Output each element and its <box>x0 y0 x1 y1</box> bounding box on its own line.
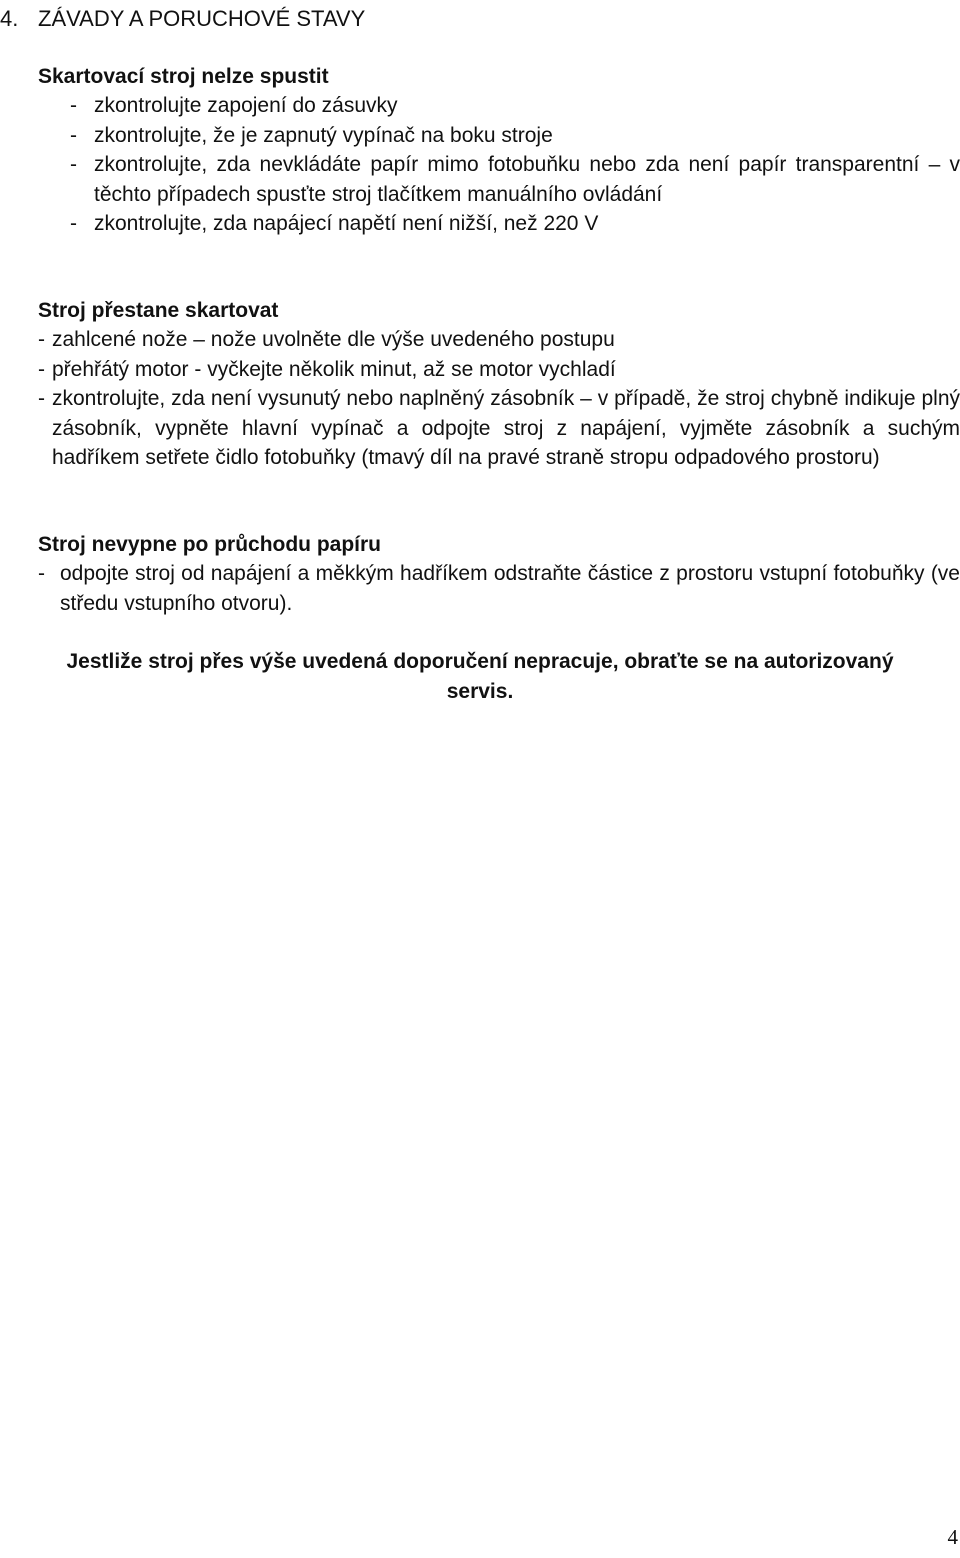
chapter-number: 4. <box>0 6 19 31</box>
list-item-text: zkontrolujte, zda nevkládáte papír mimo fotobuňku nebo zda není papír transparentní – v těchto případech spusťte stroj tlačítkem manuálního ovládání <box>94 153 960 206</box>
list-item <box>38 384 960 473</box>
list-item-text: přehřátý motor - vyčkejte několik minut, až se motor vychladí <box>52 357 616 381</box>
list-dash: - <box>38 357 45 381</box>
troubleshooting-list <box>38 559 960 618</box>
troubleshooting-list <box>38 91 960 239</box>
list-item <box>38 121 960 151</box>
list-item <box>38 559 960 618</box>
list-dash: - <box>70 153 77 176</box>
list-dash: - <box>70 123 77 147</box>
list-dash: - <box>70 212 77 235</box>
list-item-text: odpojte stroj od napájení a měkkým hadříkem odstraňte částice z prostoru vstupní fotobuňky (ve středu vstupního otvoru). <box>60 562 960 615</box>
chapter-heading <box>0 5 365 33</box>
list-item <box>38 91 960 121</box>
list-dash: - <box>70 94 77 117</box>
list-item <box>38 150 960 209</box>
section-does-not-switch-off <box>38 530 960 618</box>
list-item-text: zkontrolujte, zda napájecí napětí není nižší, než 220 V <box>94 212 599 235</box>
list-item-text: zkontrolujte, zda není vysunutý nebo naplněný zásobník – v případě, že stroj chybně indikuje plný zásobník, vypněte hlavní vypínač a odpojte stroj z napájení, vyjměte zásobník a suchým hadříkem setřete čidlo fotobuňky (tmavý díl na pravé straně stropu odpadového prostoru) <box>52 387 960 469</box>
service-notice: Jestliže stroj přes výše uvedená doporučení nepracuje, obraťte se na autorizovaný servis. <box>66 650 894 703</box>
list-item-text: zkontrolujte zapojení do zásuvky <box>94 94 398 117</box>
list-dash: - <box>38 387 45 410</box>
list-dash: - <box>38 328 45 351</box>
troubleshooting-list <box>38 325 960 473</box>
section-title: Stroj přestane skartovat <box>38 299 279 322</box>
page-number: 4 <box>947 1525 958 1549</box>
section-title: Stroj nevypne po průchodu papíru <box>38 533 382 556</box>
list-item-text: zahlcené nože – nože uvolněte dle výše uvedeného postupu <box>52 328 615 351</box>
list-item <box>38 209 960 239</box>
section-cannot-start <box>38 62 960 239</box>
section-stops-shredding <box>38 296 960 473</box>
list-item <box>38 325 960 355</box>
list-item-text: zkontrolujte, že je zapnutý vypínač na boku stroje <box>94 123 553 147</box>
list-item <box>38 355 960 385</box>
section-title: Skartovací stroj nelze spustit <box>38 65 329 88</box>
list-dash: - <box>38 562 45 585</box>
chapter-title: ZÁVADY A PORUCHOVÉ STAVY <box>38 6 366 31</box>
